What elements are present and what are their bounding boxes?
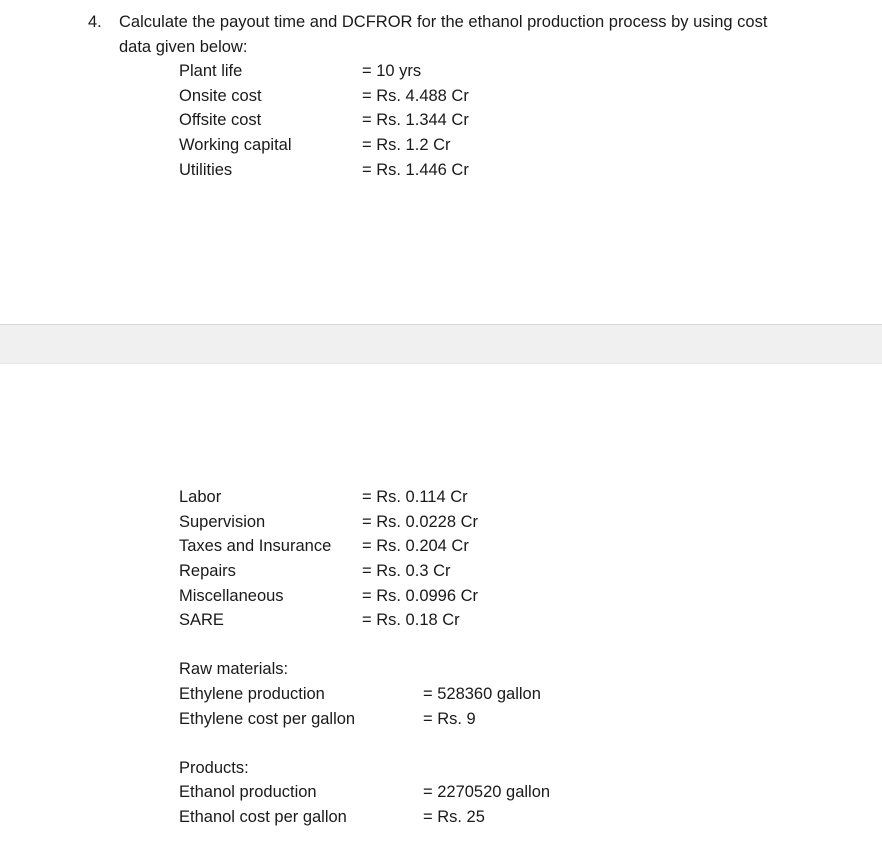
plant-life-value: = 10 yrs: [362, 62, 422, 80]
plant-life-label: Plant life: [179, 62, 243, 80]
ethanol-production-label: Ethanol production: [179, 783, 317, 801]
repairs-label: Repairs: [179, 562, 236, 580]
utilities-label: Utilities: [179, 161, 233, 179]
sare-value: = Rs. 0.18 Cr: [362, 611, 460, 629]
ethylene-cost-value: = Rs. 9: [423, 710, 476, 728]
supervision-label: Supervision: [179, 513, 266, 531]
labor-value: = Rs. 0.114 Cr: [362, 488, 468, 506]
question-text-line-1: Calculate the payout time and DCFROR for the ethanol production process by using cost: [119, 13, 768, 31]
miscellaneous-label: Miscellaneous: [179, 587, 284, 605]
offsite-cost-value: = Rs. 1.344 Cr: [362, 111, 469, 129]
ethanol-cost-value: = Rs. 25: [423, 808, 485, 826]
working-capital-label: Working capital: [179, 136, 292, 154]
onsite-cost-label: Onsite cost: [179, 87, 262, 105]
ethanol-cost-label: Ethanol cost per gallon: [179, 808, 347, 826]
question-text-line-2: data given below:: [119, 38, 248, 56]
products-heading: Products:: [179, 759, 249, 777]
raw-materials-heading: Raw materials:: [179, 660, 289, 678]
ethanol-production-value: = 2270520 gallon: [423, 783, 551, 801]
labor-label: Labor: [179, 488, 222, 506]
ethylene-production-value: = 528360 gallon: [423, 685, 541, 703]
utilities-value: = Rs. 1.446 Cr: [362, 161, 469, 179]
question-number: 4.: [88, 13, 102, 31]
ethylene-production-label: Ethylene production: [179, 685, 325, 703]
ethylene-cost-label: Ethylene cost per gallon: [179, 710, 356, 728]
onsite-cost-value: = Rs. 4.488 Cr: [362, 87, 469, 105]
supervision-value: = Rs. 0.0228 Cr: [362, 513, 479, 531]
sare-label: SARE: [179, 611, 224, 629]
working-capital-value: = Rs. 1.2 Cr: [362, 136, 451, 154]
taxes-insurance-value: = Rs. 0.204 Cr: [362, 537, 469, 555]
taxes-insurance-label: Taxes and Insurance: [179, 537, 332, 555]
offsite-cost-label: Offsite cost: [179, 111, 262, 129]
page-break: [0, 324, 882, 364]
repairs-value: = Rs. 0.3 Cr: [362, 562, 451, 580]
miscellaneous-value: = Rs. 0.0996 Cr: [362, 587, 479, 605]
